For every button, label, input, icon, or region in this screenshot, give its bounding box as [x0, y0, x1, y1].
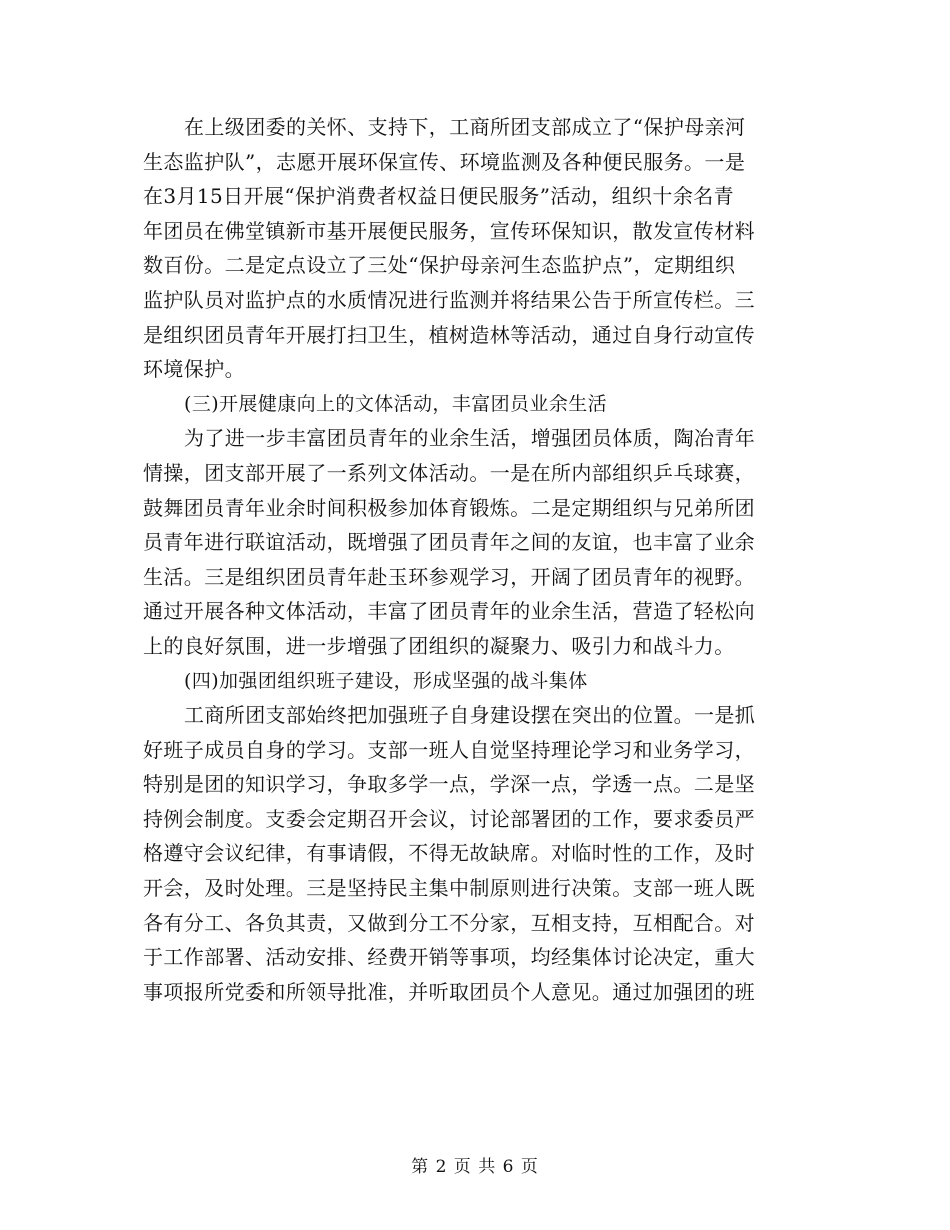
section-heading-4: [143, 664, 799, 699]
text-line: 于工作部署、活动安排、经费开销等事项，均经集体讨论决定，重大: [143, 945, 755, 970]
text-line: 监护队员对监护点的水质情况进行监测并将结果公告于所宣传栏。三: [143, 287, 755, 312]
section-heading: (三)开展健康向上的文体活动，丰富团员业余生活: [184, 392, 608, 415]
paragraph-cultural-activities: [143, 421, 799, 663]
text-line: 通过开展各种文体活动，丰富了团员青年的业余生活，营造了轻松向: [143, 599, 755, 624]
paragraph-team-building: [143, 698, 799, 1009]
text-line: 生活。三是组织团员青年赴玉环参观学习，开阔了团员青年的视野。: [143, 564, 755, 589]
text-line: 格遵守会议纪律，有事请假，不得无故缺席。对临时性的工作，及时: [143, 841, 755, 866]
text-line: 环境保护。: [143, 357, 245, 382]
text-line: 开会，及时处理。三是坚持民主集中制原则进行决策。支部一班人既: [143, 876, 755, 901]
document-body: [143, 110, 799, 1009]
text-line: 年团员在佛堂镇新市基开展便民服务，宣传环保知识，散发宣传材料: [143, 218, 755, 243]
text-line: 特别是团的知识学习，争取多学一点，学深一点，学透一点。二是坚: [143, 772, 755, 797]
text-line: 工商所团支部始终把加强班子自身建设摆在突出的位置。一是抓: [184, 703, 756, 728]
text-line: 在上级团委的关怀、支持下，工商所团支部成立了“保护母亲河: [184, 115, 746, 139]
page-number-footer: 第 2 页 共 6 页: [411, 1157, 539, 1177]
text-line: 鼓舞团员青年业余时间积极参加体育锻炼。二是定期组织与兄弟所团: [143, 495, 755, 520]
text-line: 生态监护队”，志愿开展环保宣传、环境监测及各种便民服务。一是: [143, 149, 746, 174]
text-line: 为了进一步丰富团员青年的业余生活，增强团员体质，陶冶青年: [184, 426, 756, 451]
section-heading-3: [143, 387, 799, 422]
text-line: 事项报所党委和所领导批准，并听取团员个人意见。通过加强团的班: [143, 979, 755, 1004]
text-line: 持例会制度。支委会定期召开会议，讨论部署团的工作，要求委员严: [143, 806, 755, 831]
text-line: 在3月15日开展“保护消费者权益日便民服务”活动，组织十余名青: [143, 184, 735, 209]
text-line: 上的良好氛围，进一步增强了团组织的凝聚力、吸引力和战斗力。: [143, 633, 735, 658]
text-line: 是组织团员青年开展打扫卫生，植树造林等活动，通过自身行动宣传: [143, 322, 755, 347]
text-line: 好班子成员自身的学习。支部一班人自觉坚持理论学习和业务学习，: [143, 737, 755, 762]
paragraph-environmental-service: [143, 110, 799, 387]
section-heading: (四)加强团组织班子建设，形成坚强的战斗集体: [184, 669, 588, 692]
text-line: 各有分工、各负其责，又做到分工不分家，互相支持，互相配合。对: [143, 910, 755, 935]
text-line: 情操，团支部开展了一系列文体活动。一是在所内部组织乒乓球赛，: [143, 460, 755, 485]
text-line: 数百份。二是定点设立了三处“保护母亲河生态监护点”，定期组织: [143, 253, 736, 278]
text-line: 员青年进行联谊活动，既增强了团员青年之间的友谊，也丰富了业余: [143, 530, 755, 555]
